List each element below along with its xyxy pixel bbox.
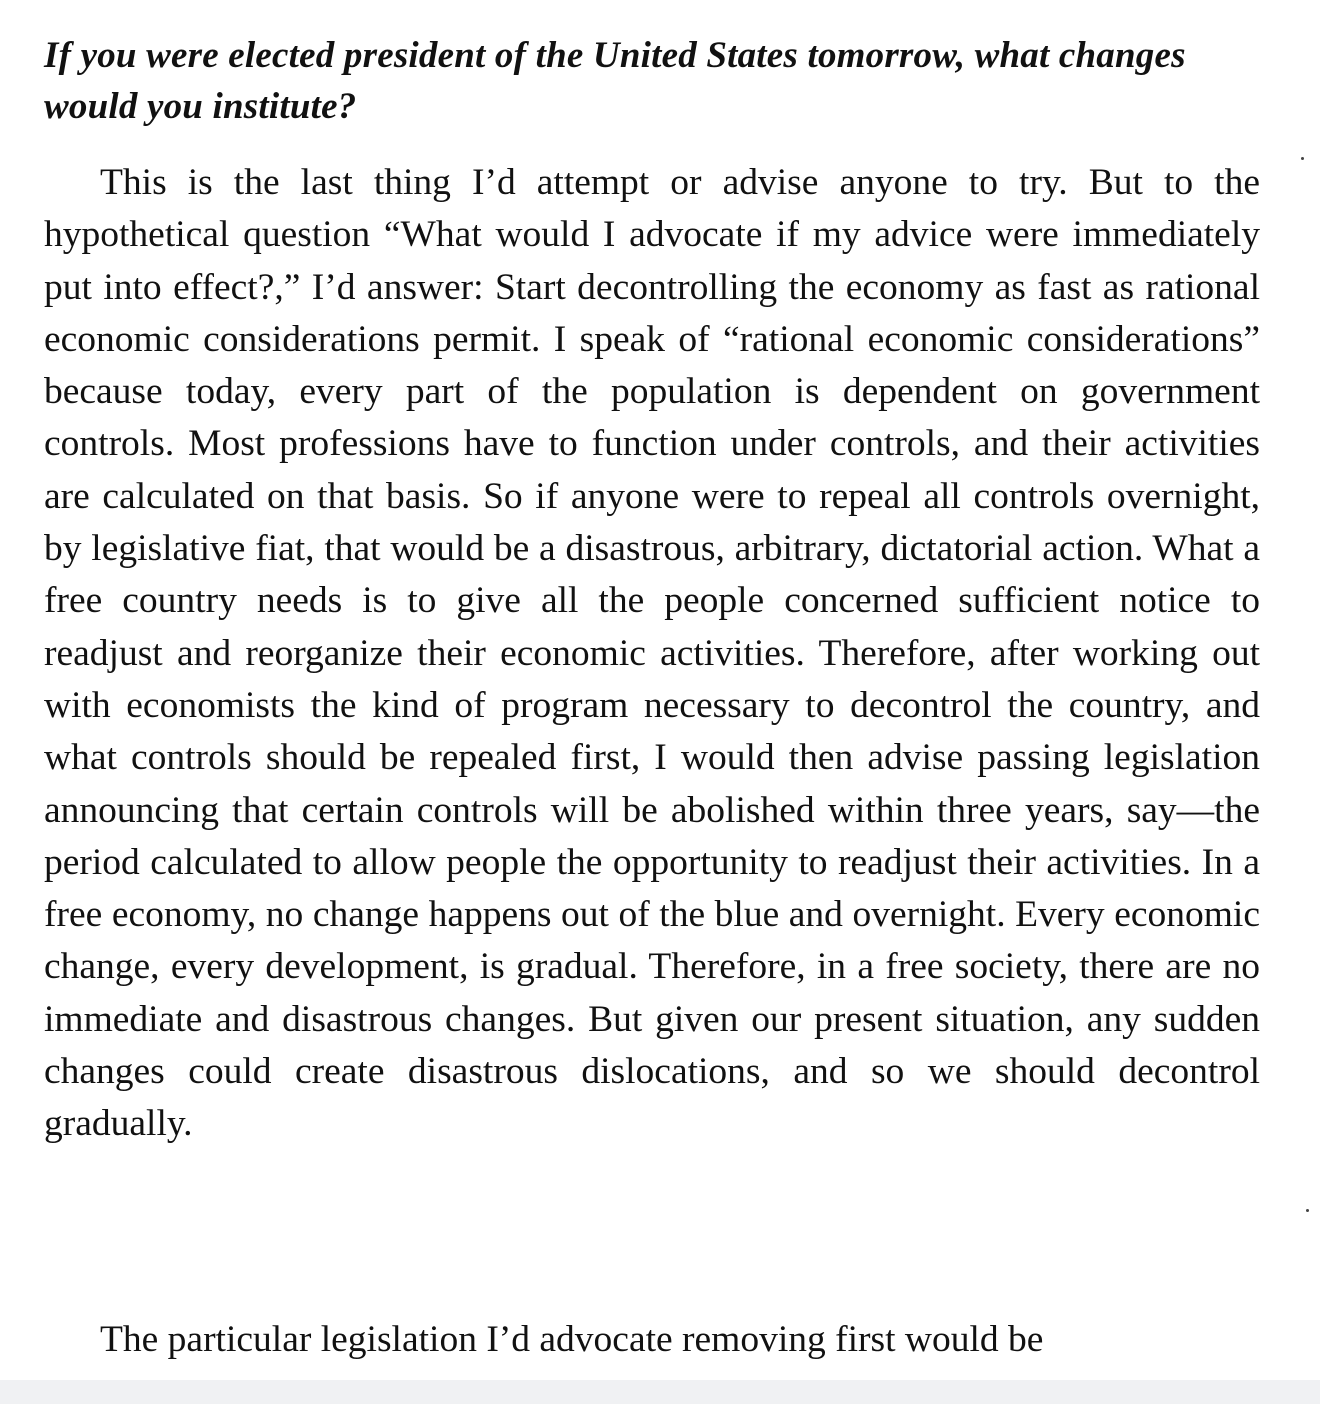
interview-question: If you were elected president of the United States tomorrow, what changes would you institute?: [44, 35, 1186, 127]
next-paragraph-start: The particular legislation I’d advocate removing first would be: [100, 1319, 1044, 1360]
scan-speck: [1306, 1209, 1309, 1212]
answer-text: [44, 157, 1260, 1151]
answer-paragraph: This is the last thing I’d attempt or advise anyone to try. But to the hypothetical question “What would I advocate if my advice were immediately put into effect?,” I’d answer: Start decontrolling the economy as fast as rational economic considerations permit. I speak of “rational economic considerations” because today, every part of the population is dependent on government controls. Most professions have to function under controls, and their activities are calculated on that basis. So if anyone were to repeal all controls overnight, by legislative fiat, that would be a disastrous, arbitrary, dictatorial action. What a free country needs is to give all the people concerned sufficient notice to readjust and reorganize their economic activities. Therefore, after working out with economists the kind of program necessary to decontrol the country, and what controls should be repealed first, I would then advise passing legislation announcing that certain controls will be abolished within three years, say—the period calculated to allow people the opportunity to readjust their activities. In a free economy, no change happens out of the blue and overnight. Every economic change, every development, is gradual. Therefore, in a free society, there are no immediate and disastrous changes. But given our present situation, any sudden changes could create disastrous dislocations, and so we should decontrol gradually.: [44, 162, 1260, 1145]
bottom-margin: [0, 1380, 1320, 1404]
scan-speck: [1301, 157, 1304, 160]
